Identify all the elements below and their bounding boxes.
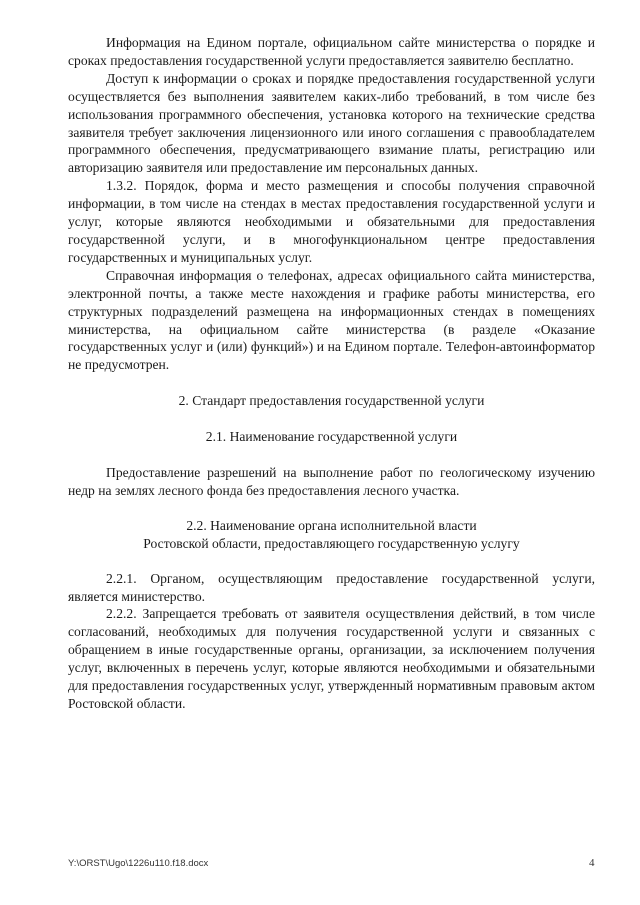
paragraph-1-3-2: 1.3.2. Порядок, форма и место размещения и способы получения справочной информации, в том числе на стендах в местах предоставления государственной услуги и услуг, которые являются необходимыми и обязательными для предоставления государственной услуги, и в многофункциональном центре предоставления государственных и муниципальных услуг.: [68, 178, 595, 265]
paragraph-info-free: Информация на Едином портале, официальном сайте министерства о порядке и сроках предоставления государственной услуги предоставляется заявителю бесплатно.: [68, 35, 595, 68]
spacer: [68, 410, 595, 428]
paragraph-2-2-1: 2.2.1. Органом, осуществляющим предоставление государственной услуги, является министерство.: [68, 570, 595, 604]
footer-file-path: Y:\ORST\Ugo\1226u110.f18.docx: [68, 858, 209, 869]
section-2-2-heading-line2: Ростовской области, предоставляющего государственную услугу: [143, 535, 520, 551]
spacer: [68, 500, 595, 517]
document-page: [68, 34, 595, 713]
footer-page-number: 4: [589, 857, 595, 869]
paragraph-reference-info: Справочная информация о телефонах, адресах официального сайта министерства, электронной почты, а также месте нахождения и графике работы министерства, его структурных подразделений размещена на информационных стендах в помещениях министерства, на официальном сайте министерства (в разделе «Оказание государственных услуг и (или) функций») и на Едином портале. Телефон-автоинформатор не предусмотрен.: [68, 267, 595, 373]
paragraph-access-info: Доступ к информации о сроках и порядке предоставления государственной услуги осуществляется без выполнения заявителем каких-либо требований, в том числе без использования программного обеспечения, установка которого на технические средства заявителя требует заключения лицензионного или иного соглашения с правообладателем программного обеспечения, предусматривающего взимание платы, регистрацию или авторизацию заявителя или предоставление им персональных данных.: [68, 70, 595, 176]
section-2-1-heading: 2.1. Наименование государственной услуги: [205, 429, 458, 445]
spacer: [68, 446, 595, 464]
spacer: [68, 374, 595, 392]
section-2-heading: 2. Стандарт предоставления государственной услуги: [178, 393, 485, 409]
section-2-2-heading-line1: 2.2. Наименование органа исполнительной власти: [186, 517, 477, 533]
paragraph-2-2-2: 2.2.2. Запрещается требовать от заявителя осуществления действий, в том числе согласований, необходимых для получения государственной услуги и связанных с обращением в иные государственные органы, организации, за исключением получения услуг, включенных в перечень услуг, которые являются необходимыми и обязательными для предоставления государственных услуг, утвержденный нормативным правовым актом Ростовской области.: [68, 606, 595, 711]
section-2-1-text: Предоставление разрешений на выполнение работ по геологическому изучению недр на землях лесного фонда без предоставления лесного участка.: [68, 465, 595, 498]
spacer: [68, 553, 595, 570]
